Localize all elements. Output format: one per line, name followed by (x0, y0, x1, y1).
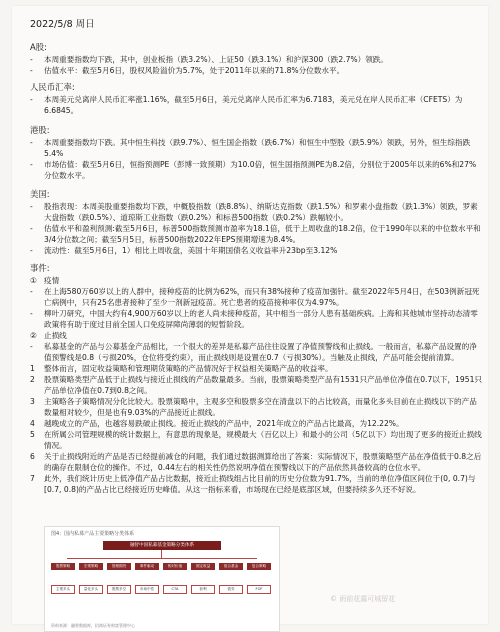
figure-subnode: 债券 (219, 585, 243, 594)
strategy-classification-figure (44, 526, 280, 632)
figure-node: 复合策略 (247, 563, 271, 570)
event-line: - 在上海580万60岁以上的人群中，接种疫苗的比例为62%，而只有38%接种了疫苗加强针。截至2022年5月4日，在503例新冠死亡病例中，只有25名患者接种了至少一剂新冠疫苗。死亡患者的疫苗接种率仅为4.97%。 (30, 287, 480, 307)
stop-loss-point: 1 整体而言，固定收益策略和管理期货策略的产品情况好于权益相关策略产品的收益率。 (30, 364, 333, 373)
event-line: - 柳叶刀研究，中国大约有4,900万60岁以上的老人尚未接种疫苗，其中相当一部分人患有基础疾病。上海和其他城市坚持动态清零政策将有助于度过目前全国人口免疫屏障尚薄弱的短暂阶段。 (30, 309, 478, 329)
figure-title: 融智中国私募基金策略分类体系 (103, 541, 221, 550)
hk-item: - 市场估值：截至5月6日，恒指预测PE（彭博一致预期）为10.0倍，恒生国指预测PE为8.2倍，分别位于2005年以来的6%和27%分位数水平。 (30, 160, 477, 180)
figure-subnode: 主观多头 (51, 585, 75, 594)
us-heading: 美国: (30, 189, 50, 199)
figure-node: 宏观策略 (79, 563, 103, 570)
us-item: - 股指表现：本周美股重要指数均下跌，中概股指数（跌8.8%）、纳斯达克指数（跌1.5%）和罗素小盘指数（跌1.3%）领跌，罗素大盘指数（跌0.5%）、道琼斯工业指数（跌0.2%）和标普500指数（跌0.2%）跌幅较小。 (30, 202, 478, 222)
fx-item: - 本周美元兑离岸人民币汇率涨1.16%，截至5月6日，美元兑离岸人民币汇率为6.7183，美元兑在岸人民币汇率（CFETS）为6.6845。 (30, 95, 463, 115)
a-share-item: - 本周重要指数均下跌，其中，创业板指（跌3.2%）、上证50（跌3.1%）和沪深300（跌2.7%）领跌。 (30, 55, 389, 64)
fx-heading: 人民币汇率: (30, 82, 75, 92)
us-item: - 估值水平和盈利预测:截至5月6日，标普500指数预测市盈率为18.1倍，低于上周收盘的18.2倍，位于1990年以来的中位数水平和3/4分位数之间；截至5月5日，标普500指数2022年EPS预期增速为8.4%。 (30, 224, 481, 244)
figure-subnode: FOF (247, 585, 271, 594)
figure-source: 资料来源：融智数据库，招商证券财富管理中心 (51, 623, 135, 628)
figure-node: 相对价值 (163, 563, 187, 570)
a-share-section (30, 42, 482, 76)
a-share-heading: A股: (30, 42, 47, 52)
stop-loss-point: 5 在所属公司管理规模的统计数据上，有意思的现象是，规模最大（百亿以上）和最小的公司（5亿以下）均出现了更多的接近止损线情况。 (30, 430, 482, 450)
figure-node: 事件驱动 (135, 563, 159, 570)
figure-subnode: 市场中性 (135, 585, 159, 594)
figure-subnode: 套利 (191, 585, 215, 594)
document-page (12, 6, 488, 628)
stop-loss-intro: - 私募基金的产品与公募基金产品相比，一个很大的差异是私募产品往往设置了净值预警线和止损线。一般而言，私募产品设置的净值预警线是0.8（亏损20%，仓位将受约束），而止损线则是设置在0.7（亏损30%）。当触及止损线，产品可能会提前清算。 (30, 342, 477, 362)
us-section (30, 189, 482, 256)
events-heading: 事件: (30, 263, 50, 273)
events-section (30, 263, 482, 330)
connector-line (67, 558, 257, 559)
document-date: 2022/5/8 周日 (30, 19, 95, 30)
figure-subnode: 股票多空 (107, 585, 131, 594)
stop-loss-point: 2 股票策略类型产品低于止损线与接近止损线的产品数量最多。当前，股票策略类型产品有1531只产品单位净值在0.7以下，1951只产品单位净值在0.7到0.8之间。 (30, 375, 483, 395)
figure-subnode: CTA (163, 585, 187, 594)
event-title-epidemic: ① 疫情 (30, 276, 60, 285)
figure-node: 固定收益 (191, 563, 215, 570)
event-title-stop-loss: ② 止损线 (30, 331, 67, 340)
stop-loss-point: 6 关于止损线附近的产品是否已经提前减仓的问题，我们通过数据测算给出了答案：实际情况下，股票策略型产品在净值低于0.8之后的确存在限制仓位的操作。不过，0.44左右的相关性仍然说明净值在预警线以下的产品依然具备较高的仓位水平。 (30, 452, 482, 472)
watermark: © 雨前花露可城留花 (330, 595, 396, 603)
figure-node: 组合基金 (219, 563, 243, 570)
stop-loss-section (30, 330, 482, 495)
fx-section (30, 82, 482, 116)
figure-node: 管理期货 (107, 563, 131, 570)
hk-heading: 港股: (30, 125, 50, 135)
a-share-item: - 估值水平：截至5月6日，股权风险溢价为5.7%，处于2011年以来的71.8%分位数水平。 (30, 66, 345, 75)
stop-loss-point: 3 主策略各子策略情况分化比较大。股票策略中，主观多空和股票多空在清盘以下的占比较高，而量化多头目前在止损线以下的产品数量相对较少，但是也有9.03%的产品接近止损线。 (30, 397, 477, 417)
figure-node: 股票策略 (51, 563, 75, 570)
figure-caption: 图4：国内私募产品主要策略分类体系 (51, 531, 135, 537)
connector-line (161, 550, 162, 558)
stop-loss-point: 4 越晚成立的产品，也越容易跌破止损线。接近止损线的产品中，2021年成立的产品占比最高，为12.22%。 (30, 419, 404, 428)
us-item: - 流动性：截至5月6日，1）相比上周收盘，美国十年期国债名义收益率升23bp至3.12% (30, 246, 338, 255)
hk-item: - 本周重要指数均下跌。其中恒生科技（跌9.7%）、恒生国企指数（跌6.7%）和恒生中型股（跌5.9%）领跌，另外，恒生综指跌5.4% (30, 138, 471, 158)
figure-subnode: 量化多头 (79, 585, 103, 594)
stop-loss-point: 7 此外，我们统计历史上低净值产品占比数据，接近止损线组占比目前的历史分位数为91.7%，当前的单位净值区间位于(0, 0.7)与[0.7, 0.8)的产品占比已经接近历史峰值。从这一指标来看，市场现在已经是底部区域，但要持续多久还不好说。 (30, 474, 476, 494)
hk-section (30, 125, 482, 181)
